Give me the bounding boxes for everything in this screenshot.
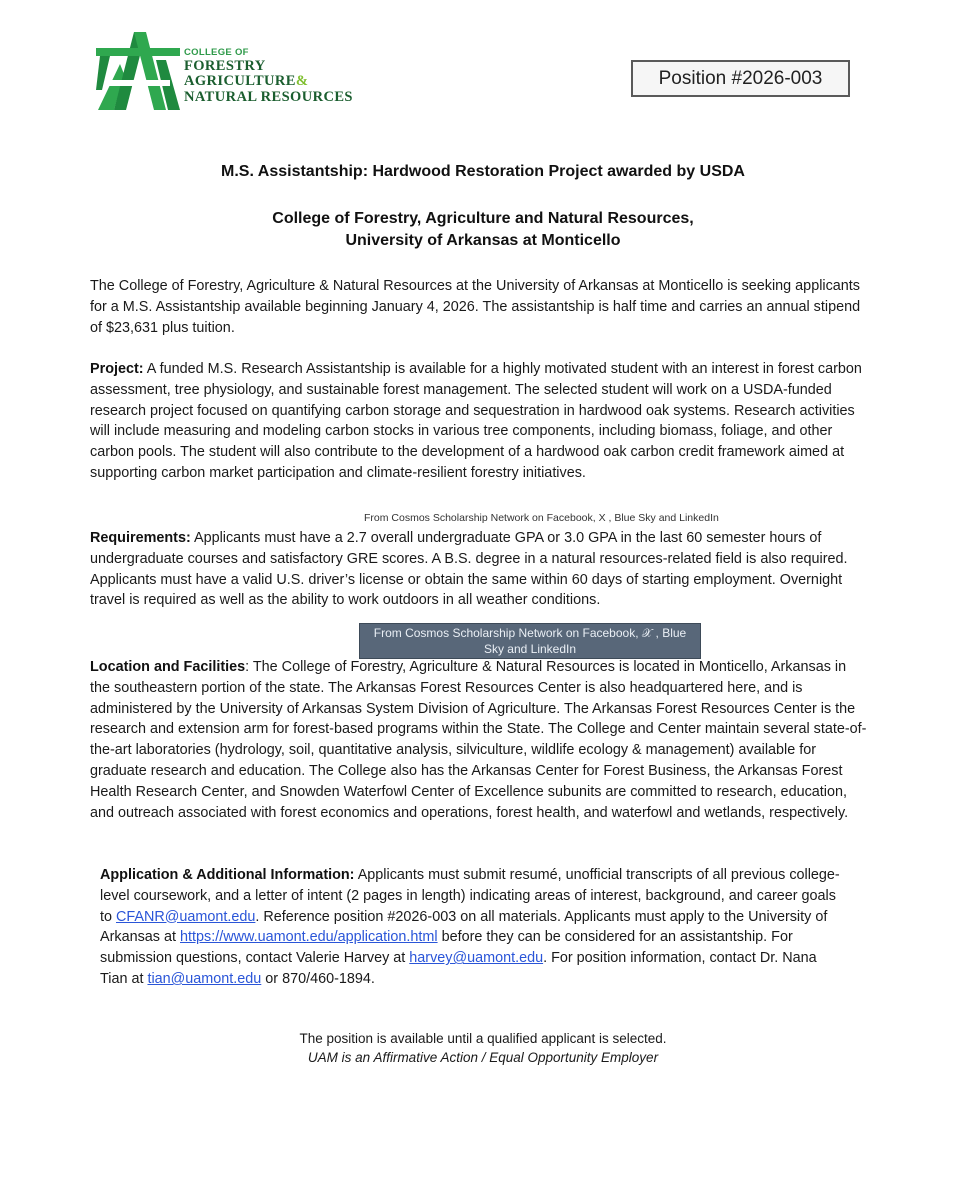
institution-heading	[0, 208, 966, 252]
application-url-link[interactable]: https://www.uamont.edu/application.html	[180, 929, 438, 946]
project-label: Project:	[90, 361, 144, 377]
tian-email-link[interactable]: tian@uamont.edu	[147, 970, 262, 987]
logo-line-3	[184, 74, 353, 89]
application-text-1: Applicants must submit resumé, unofficial transcripts of all previous college-level coursework, and a letter of intent (2 pages in length) indicating areas of interest, background, and career goals to	[100, 867, 840, 925]
watermark-overlay: From Cosmos Scholarship Network on Facebook, 𝒳 , Blue Sky and LinkedIn	[359, 623, 701, 659]
institution-line-2: University of Arkansas at Monticello	[345, 232, 621, 249]
eeo-statement: UAM is an Affirmative Action / Equal Opportunity Employer	[307, 1050, 659, 1065]
logo-line-3a: AGRICULTURE	[184, 73, 296, 89]
application-text-5: or 870/460-1894.	[261, 970, 375, 987]
logo-line-4: NATURAL RESOURCES	[184, 88, 353, 105]
requirements-paragraph	[90, 528, 870, 611]
project-paragraph	[90, 359, 870, 484]
logo-ampersand: &	[295, 73, 309, 89]
position-number-box: Position #2026-003	[631, 60, 850, 97]
application-label: Application & Additional Information:	[100, 867, 355, 883]
uam-monogram-icon	[96, 30, 182, 112]
project-text: A funded M.S. Research Assistantship is available for a highly motivated student with an interest in forest carbon assessment, tree physiology, and sustainable forest management. The selected student will work on a USDA-funded research project focused on quantifying carbon storage and sequestration in hardwood oak systems. Research activities will include measuring and modeling carbon stocks in various tree components, including biomass, foliage, and other carbon pools. The student will also contribute to the development of a hardwood oak carbon credit framework aimed at supporting carbon market participation and climate-resilient forestry initiatives.	[90, 361, 862, 481]
logo-wordmark	[184, 48, 353, 104]
application-text-4: . For position information, contact Dr. Nana Tian at	[100, 950, 817, 987]
application-paragraph	[100, 865, 840, 990]
location-text: : The College of Forestry, Agriculture & Natural Resources is located in Monticello, Arkansas in the southeastern portion of the state. The Arkansas Forest Resources Center is also headquartered here, and is administered by the University of Arkansas System Division of Agriculture. The Arkansas Forest Resources Center is the research and extension arm for forest-based programs within the State. The College and Center maintain several state-of-the-art laboratories (hydrology, soil, quantitative analysis, silviculture, wildlife ecology & management) available for graduate research and education. The College also has the Arkansas Center for Forest Business, the Arkansas Forest Health Research Center, and Snowden Waterfowl Center of Excellence subunits are committed to research, education, and outreach associated with forest economics and operations, forest health, and waterfowl and wetlands, respectively.	[90, 659, 867, 821]
harvey-email-link[interactable]: harvey@uamont.edu	[409, 950, 544, 967]
institution-line-1: College of Forestry, Agriculture and Natural Resources,	[272, 210, 694, 227]
location-paragraph	[90, 657, 870, 823]
college-logo	[96, 30, 386, 112]
logo-line-1: COLLEGE OF	[184, 47, 249, 58]
application-text-2: . Reference position #2026-003 on all materials. Applicants must apply to the University of Arkansas at	[100, 908, 828, 946]
requirements-label: Requirements:	[90, 530, 191, 546]
cfanr-email-link[interactable]: CFANR@uamont.edu	[116, 908, 256, 925]
intro-paragraph: The College of Forestry, Agriculture & Natural Resources at the University of Arkansas at Monticello is seeking applicants for a M.S. Assistantship available beginning January 4, 2026. The assistantship is half time and carries an annual stipend of $23,631 plus tuition.	[90, 278, 861, 336]
availability-note: The position is available until a qualified applicant is selected.	[299, 1031, 667, 1046]
location-label: Location and Facilities	[90, 659, 246, 675]
logo-line-2: FORESTRY	[184, 57, 266, 74]
application-text-3: before they can be considered for an assistantship. For submission questions, contact Valerie Harvey at	[100, 929, 793, 967]
requirements-text: Applicants must have a 2.7 overall undergraduate GPA or 3.0 GPA in the last 60 semester hours of undergraduate courses and satisfactory GRE scores. A B.S. degree in a natural resources-related field is also required. Applicants must have a valid U.S. driver’s license or obtain the same within 60 days of starting employment. Overnight travel is required as well as the ability to work outdoors in all weather conditions.	[90, 530, 848, 609]
watermark-caption: From Cosmos Scholarship Network on Facebook, X , Blue Sky and LinkedIn	[364, 512, 719, 524]
document-title: M.S. Assistantship: Hardwood Restoration Project awarded by USDA	[221, 163, 745, 180]
